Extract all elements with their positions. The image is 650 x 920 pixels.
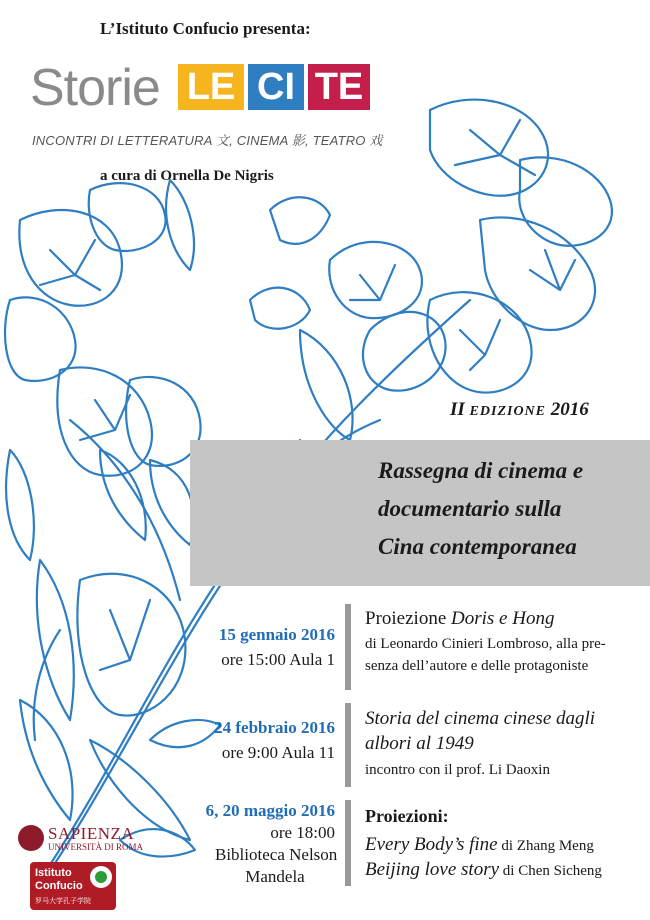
logo-tile-ci: CI [248,64,304,110]
banner-line: documentario sulla [378,496,562,521]
confucio-name-line: Istituto [35,867,72,879]
presenter-line: L’Istituto Confucio presenta: [100,19,311,38]
event-detail-line: di Leonardo Cinieri Lombroso, alla pre- [365,636,606,652]
event-time: ore 9:00 Aula 11 [221,743,335,762]
event-title: Storia del cinema cinese dagli [365,708,596,729]
confucio-subtitle: 罗马大学孔子学院 [35,897,91,905]
event-date: 15 gennaio 2016 [218,625,335,644]
film-director: di Zhang Meng [497,838,594,854]
event-divider [345,703,351,787]
event-venue: Biblioteca Nelson [215,845,338,864]
film-title: Beijing love story [365,859,500,880]
curator-line: a cura di Ornella De Nigris [100,168,274,184]
event-divider [345,604,351,690]
event-detail-line: senza dell’autore e delle protagoniste [365,658,589,674]
sapienza-subtitle: UNIVERSITÀ DI ROMA [48,842,143,852]
banner-line: Rassegna di cinema e [378,458,584,483]
event-time: ore 15:00 Aula 1 [221,650,335,669]
event-details [365,606,606,677]
confucio-emblem-icon [90,866,112,888]
logo-word: Storie [30,59,160,117]
event-date: 24 febbraio 2016 [214,718,335,737]
banner-line: Cina contemporanea [378,534,577,559]
event-title: albori al 1949 [365,733,474,754]
confucio-name [35,867,83,893]
event-date-block [175,622,335,672]
edition-year: 2016 [550,399,589,420]
logo-subtitle: INCONTRI DI LETTERATURA 文, CINEMA 影, TEATRO 戏 [32,133,383,148]
istituto-confucio-logo [30,862,116,910]
film-director: di Chen Sicheng [499,863,602,879]
sapienza-name: SAPIENZA [48,824,135,843]
film-line [365,857,602,882]
event-title [365,606,606,631]
event-heading: Proiezioni: [365,806,449,826]
event-divider [345,800,351,886]
film-title: Doris e Hong [451,608,555,629]
event-time: ore 18:00 [270,823,335,842]
film-title: Every Body’s fine [365,834,498,855]
event-details [365,804,602,882]
event-title-prefix: Proiezione [365,608,452,629]
event-date: 6, 20 maggio 2016 [205,801,335,820]
film-line [365,832,602,857]
edition-word: EDIZIONE [469,404,547,419]
edition-label [450,399,589,421]
event-details [365,706,595,781]
event-detail-line: incontro con il prof. Li Daoxin [365,762,550,778]
logo-tile-te: TE [308,64,370,110]
event-series-title [378,452,638,566]
event-date-block [175,715,335,765]
sapienza-seal-icon [18,825,44,851]
edition-roman: II [450,399,465,420]
confucio-name-line: Confucio [35,880,83,892]
event-venue: Mandela [245,867,305,886]
logo-tile-le: LE [178,64,244,110]
event-date-block [175,800,338,888]
